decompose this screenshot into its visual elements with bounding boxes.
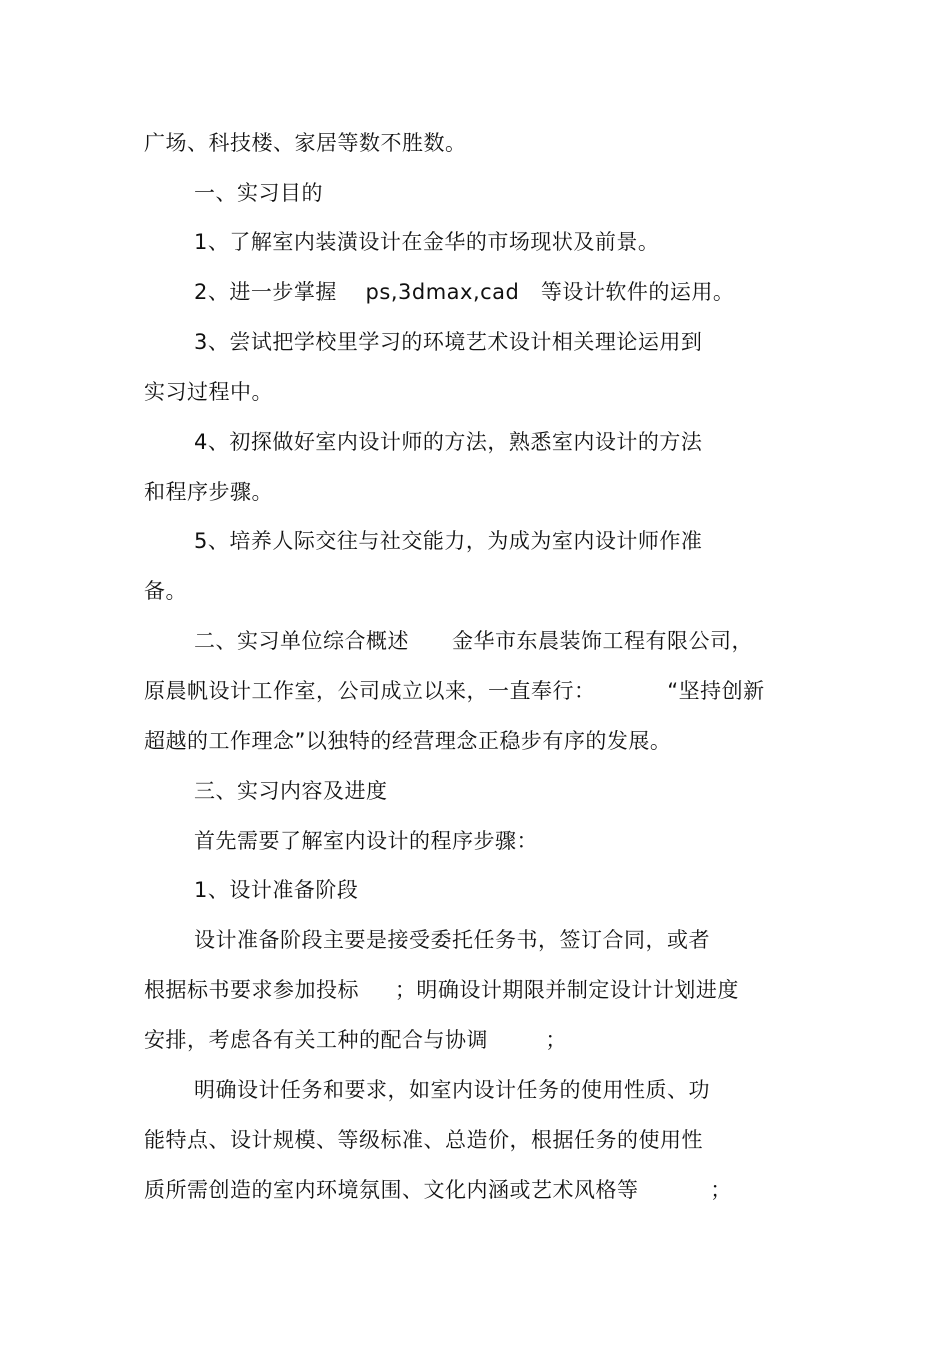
subsection-heading: 1、设计准备阶段 — [194, 878, 359, 902]
text-line: 和程序步骤。 — [144, 480, 273, 504]
text-line: 原晨帆设计工作室，公司成立以来，一直奉行： “坚持创新 — [144, 679, 765, 703]
text-line: 设计准备阶段主要是接受委托任务书，签订合同，或者 — [194, 928, 710, 952]
list-item: 4、初探做好室内设计师的方法，熟悉室内设计的方法 — [194, 430, 703, 454]
section-heading: 二、实习单位综合概述 金华市东晨装饰工程有限公司， — [194, 629, 754, 653]
list-item: 1、了解室内装潢设计在金华的市场现状及前景。 — [194, 230, 660, 254]
text-line: 超越的工作理念”以独特的经营理念正稳步有序的发展。 — [144, 729, 672, 753]
text-line: 广场、科技楼、家居等数不胜数。 — [144, 131, 467, 155]
list-item: 5、培养人际交往与社交能力，为成为室内设计师作准 — [194, 529, 703, 553]
section-heading: 一、实习目的 — [194, 181, 323, 205]
text-line: 能特点、设计规模、等级标准、总造价，根据任务的使用性 — [144, 1128, 703, 1152]
text-line: 实习过程中。 — [144, 380, 273, 404]
text-line: 安排，考虑各有关工种的配合与协调 ； — [144, 1028, 567, 1052]
section-heading: 三、实习内容及进度 — [194, 779, 388, 803]
list-item: 3、尝试把学校里学习的环境艺术设计相关理论运用到 — [194, 330, 703, 354]
text-line: 明确设计任务和要求，如室内设计任务的使用性质、功 — [194, 1078, 710, 1102]
text-line: 质所需创造的室内环境氛围、文化内涵或艺术风格等 ； — [144, 1178, 732, 1202]
text-line: 备。 — [144, 579, 187, 603]
list-item: 2、进一步掌握 ps,3dmax,cad 等设计软件的运用。 — [194, 280, 735, 304]
text-line: 根据标书要求参加投标 ；明确设计期限并制定设计计划进度 — [144, 978, 739, 1002]
text-line: 首先需要了解室内设计的程序步骤： — [194, 829, 538, 853]
